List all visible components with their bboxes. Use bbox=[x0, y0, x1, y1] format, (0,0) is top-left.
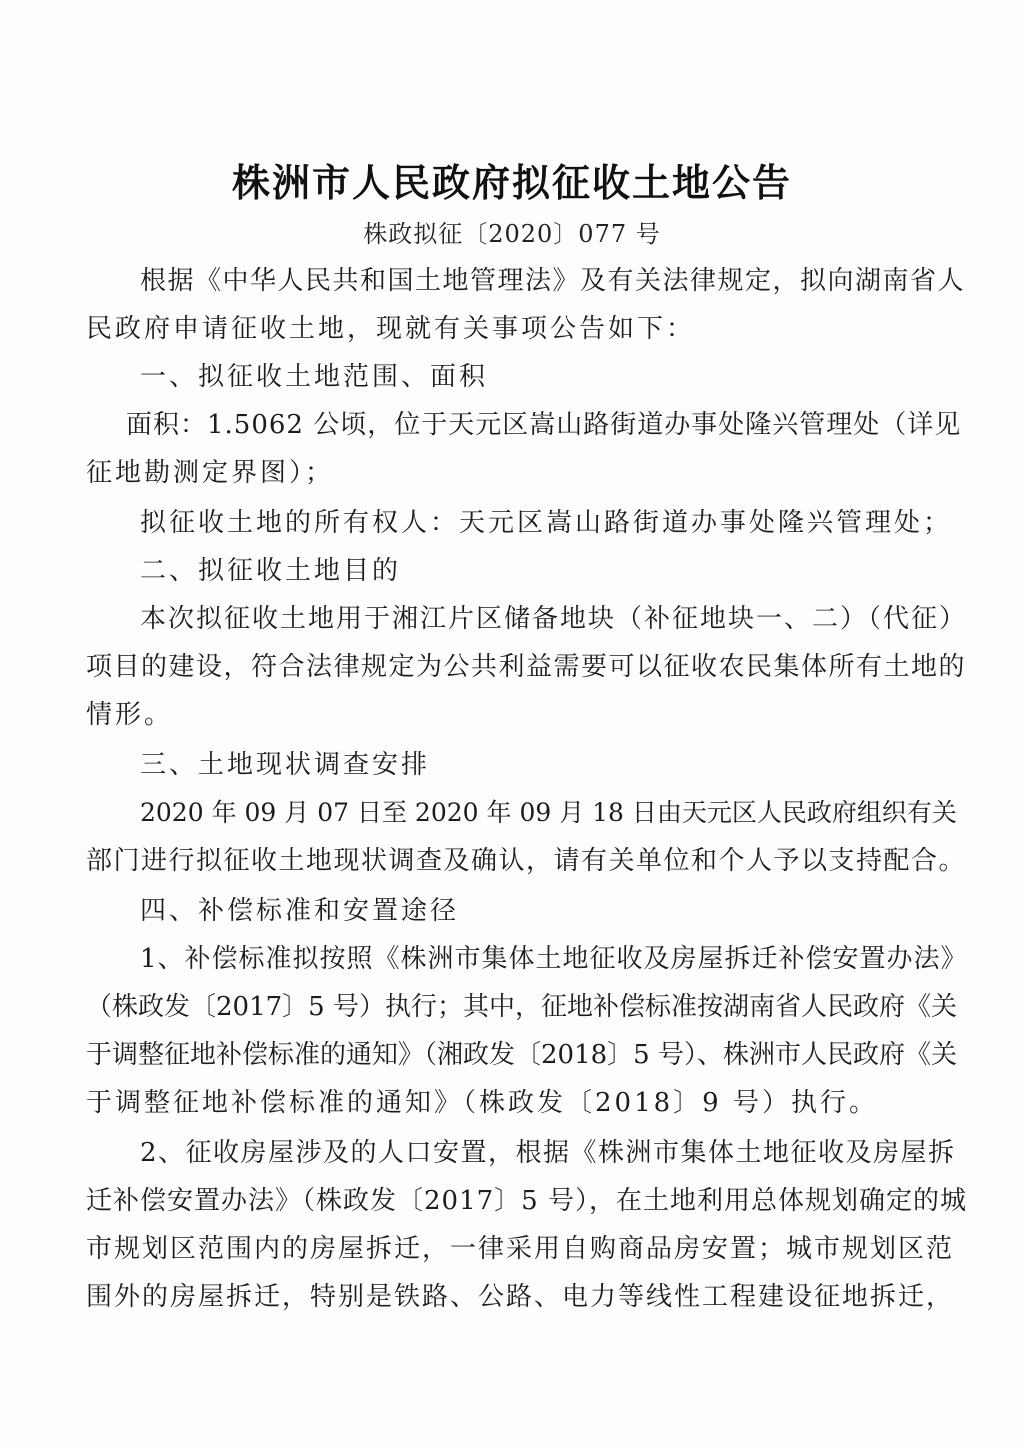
body-line: 2020 年 09 月 07 日至 2020 年 09 月 18 日由天元区人民政府组织有关 bbox=[140, 798, 957, 827]
body-line: 迁补偿安置办法》（株政发〔2017〕5 号），在土地利用总体规划确定的城 bbox=[86, 1186, 967, 1216]
body-line: 民政府申请征收土地，现就有关事项公告如下： bbox=[86, 314, 696, 344]
body-line: 根据《中华人民共和国土地管理法》及有关法律规定，拟向湖南省人 bbox=[140, 266, 966, 296]
body-line: 部门进行拟征收土地现状调查及确认，请有关单位和个人予以支持配合。 bbox=[86, 846, 967, 876]
section-heading: 四、补偿标准和安置途径 bbox=[140, 896, 460, 926]
document-title: 株洲市人民政府拟征收土地公告 bbox=[231, 161, 792, 205]
section-heading: 一、拟征收土地范围、面积 bbox=[140, 362, 489, 392]
body-line: 拟征收土地的所有权人：天元区嵩山路街道办事处隆兴管理处； bbox=[140, 508, 953, 538]
body-line: 面积：1.5062 公顷，位于天元区嵩山路街道办事处隆兴管理处（详见 bbox=[126, 410, 962, 440]
body-line: 于调整征地补偿标准的通知》（株政发〔2018〕9 号）执行。 bbox=[86, 1088, 878, 1118]
body-line: 1、补偿标准拟按照《株洲市集体土地征收及房屋拆迁补偿安置办法》 bbox=[140, 944, 968, 974]
body-line: 2、征收房屋涉及的人口安置，根据《株洲市集体土地征收及房屋拆 bbox=[140, 1138, 956, 1168]
body-line: 征地勘测定界图）； bbox=[86, 458, 335, 488]
body-line: 市规划区范围内的房屋拆迁，一律采用自购商品房安置；城市规划区范 bbox=[86, 1234, 955, 1264]
body-line: 项目的建设，符合法律规定为公共利益需要可以征收农民集体所有土地的 bbox=[86, 652, 967, 682]
document-number: 株政拟征〔2020〕077 号 bbox=[363, 220, 661, 248]
body-line: 本次拟征收土地用于湘江片区储备地块（补征地块一、二）（代征） bbox=[140, 604, 968, 634]
body-line: 围外的房屋拆迁，特别是铁路、公路、电力等线性工程建设征地拆迁， bbox=[86, 1282, 955, 1312]
section-heading: 二、拟征收土地目的 bbox=[140, 556, 402, 586]
body-line: （株政发〔2017〕5 号）执行；其中，征地补偿标准按湖南省人民政府《关 bbox=[86, 992, 957, 1022]
section-heading: 三、土地现状调查安排 bbox=[140, 750, 431, 780]
body-line: 于调整征地补偿标准的通知》（湘政发〔2018〕5 号）、株洲市人民政府《关 bbox=[86, 1040, 957, 1070]
body-line: 情形。 bbox=[86, 700, 174, 730]
